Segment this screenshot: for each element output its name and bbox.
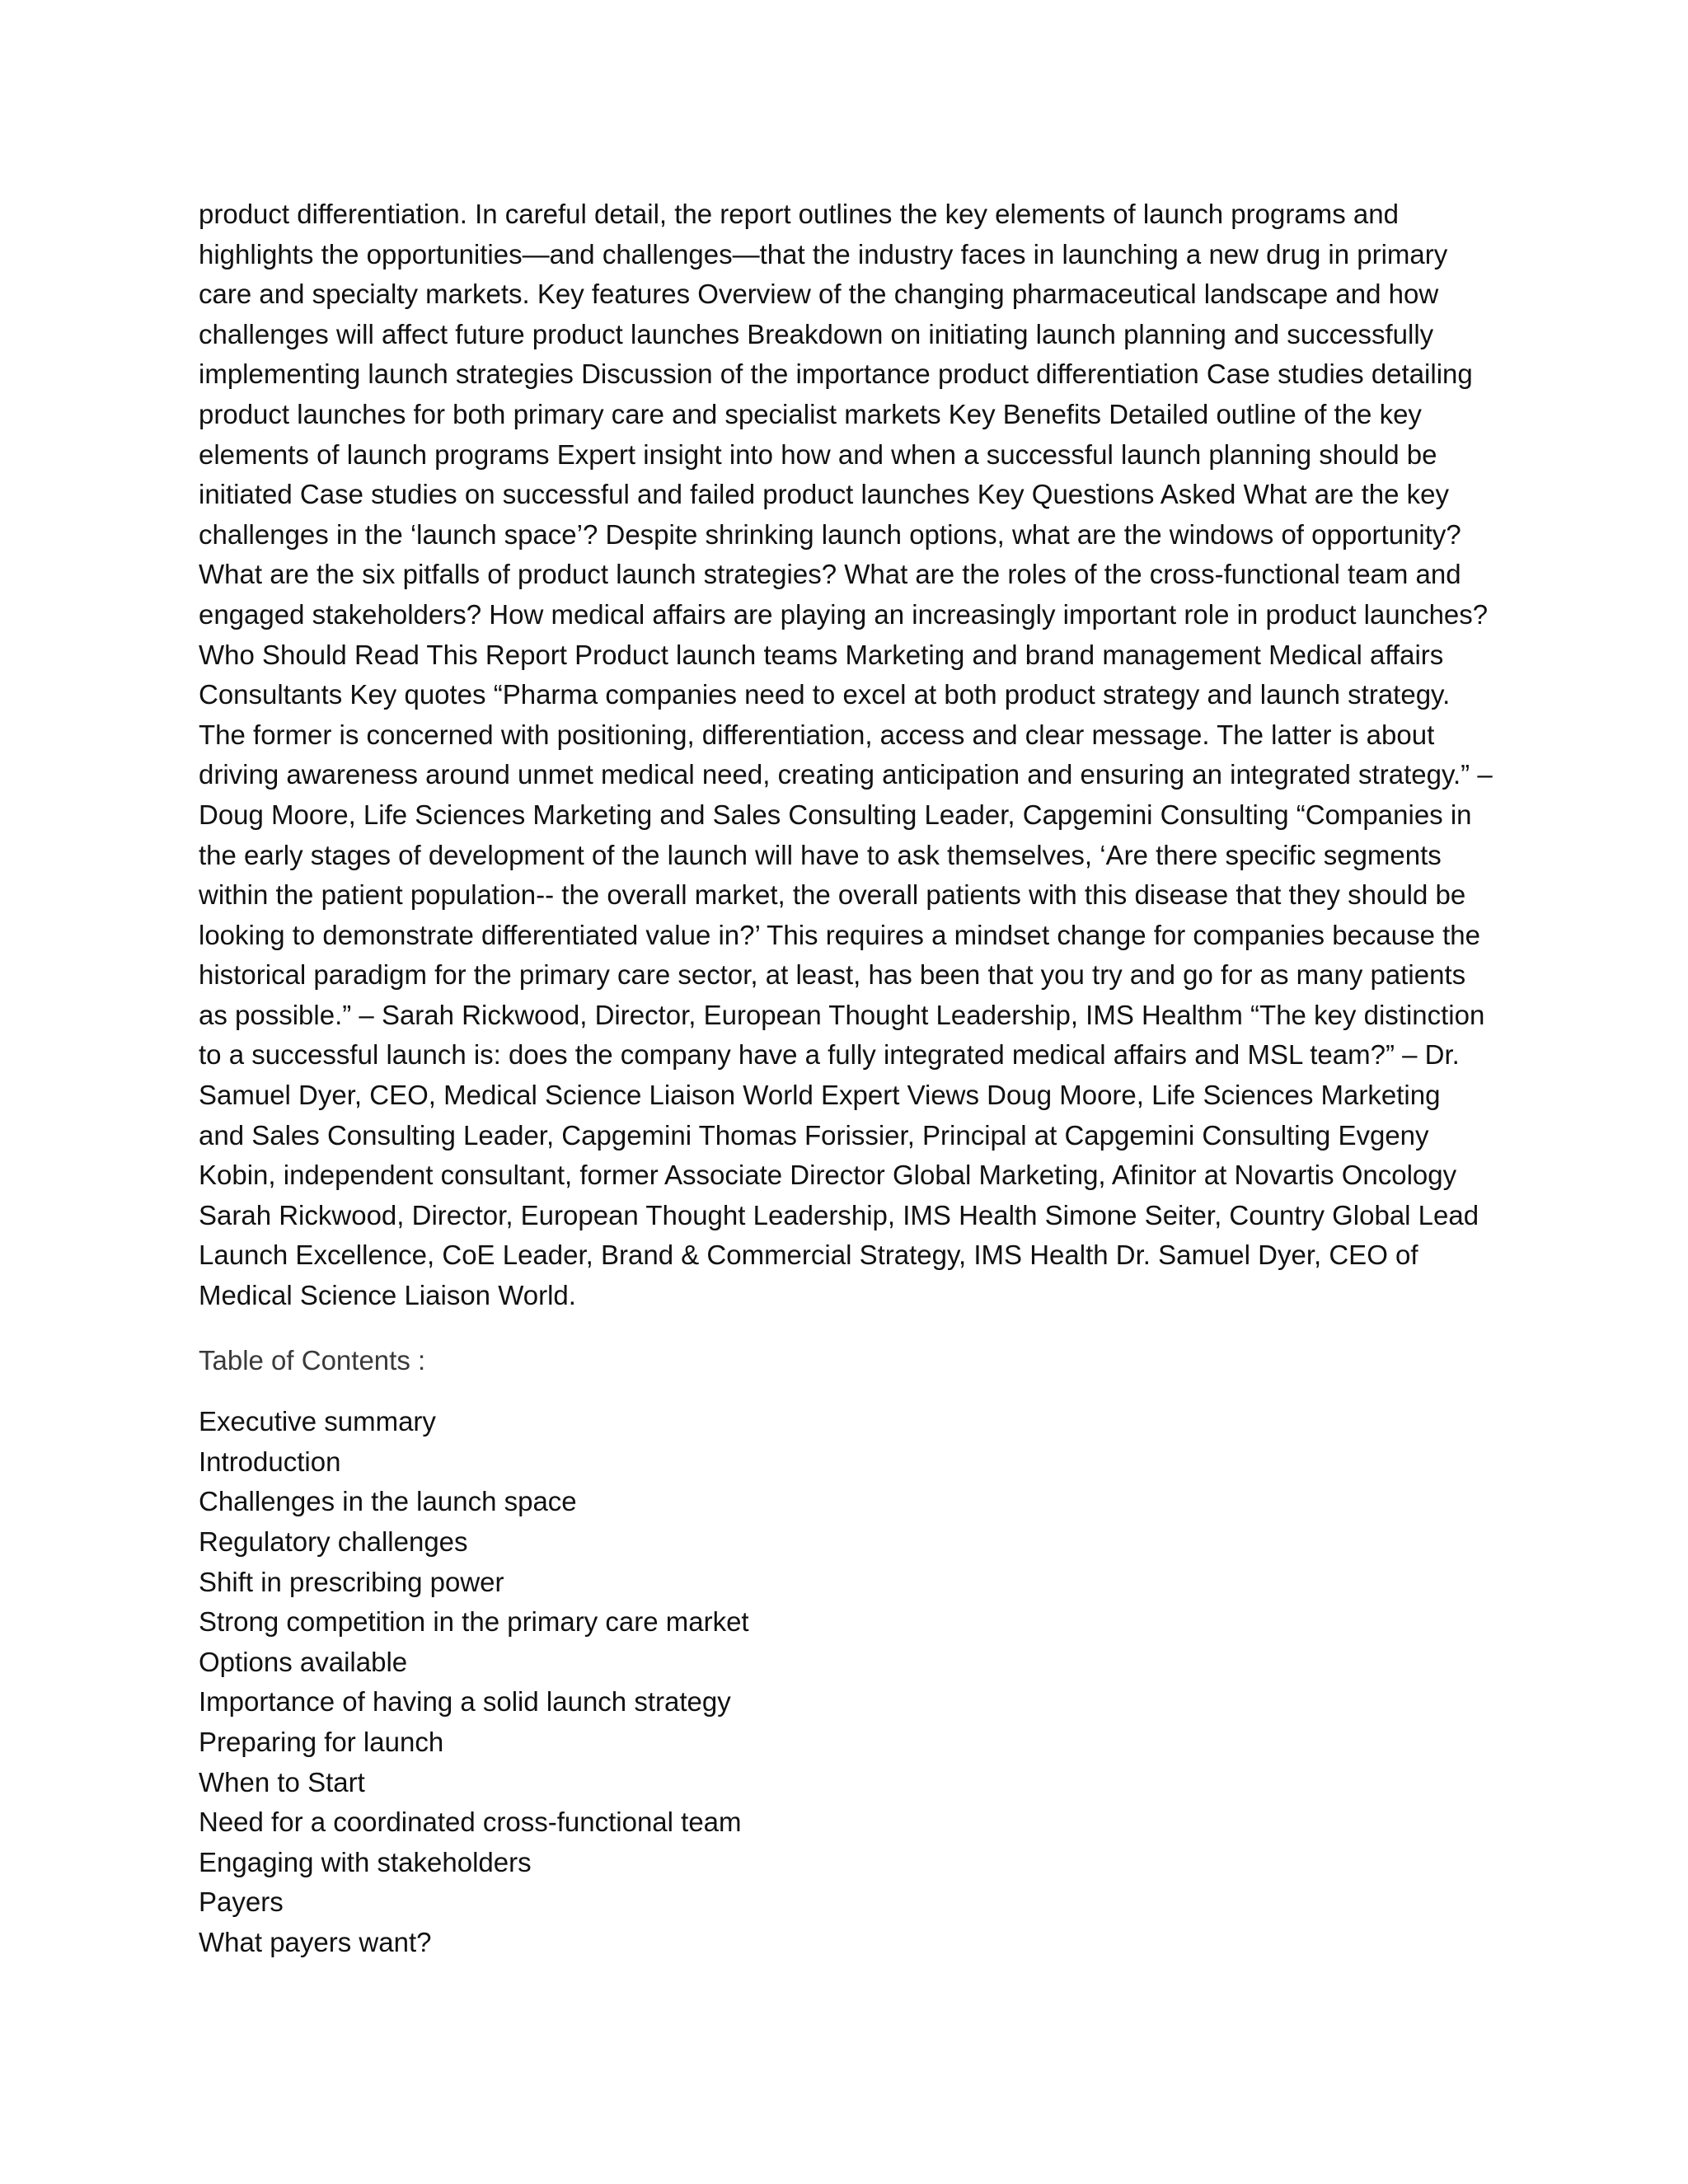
toc-item: Executive summary (199, 1406, 436, 1437)
toc-item: Introduction (199, 1446, 341, 1477)
toc-item: Challenges in the launch space (199, 1486, 577, 1517)
toc-item: Shift in prescribing power (199, 1566, 504, 1597)
table-of-contents-heading: Table of Contents : (199, 1344, 426, 1376)
toc-item: What payers want? (199, 1926, 432, 1957)
toc-item: Payers (199, 1886, 284, 1918)
toc-item: Regulatory challenges (199, 1526, 468, 1557)
toc-item: Engaging with stakeholders (199, 1846, 532, 1877)
report-description-paragraph: product differentiation. In careful detail, the report outlines the key elements of launch programs and highlights the opportunities—and challenges—that the industry faces in launching a new drug in primary care and specialty markets. Key features Overview of the changing pharmaceutical landscape and how challenges will affect future product launches Breakdown on initiating launch planning and successfully implementing launch strategies Discussion of the importance product differentiation Case studies detailing product launches for both primary care and specialist markets Key Benefits Detailed outline of the key elements of launch programs Expert insight into how and when a successful launch planning should be initiated Case studies on successful and failed product launches Key Questions Asked What are the key challenges in the ‘launch space’? Despite shrinking launch options, what are the windows of opportunity? What are the six pitfalls of product launch strategies? What are the roles of the cross-functional team and engaged stakeholders? How medical affairs are playing an increasingly important role in product launches? Who Should Read This Report Product launch teams Marketing and brand management Medical affairs Consultants Key quotes “Pharma companies need to excel at both product strategy and launch strategy. The former is concerned with positioning, differentiation, access and clear message. The latter is about driving awareness around unmet medical need, creating anticipation and ensuring an integrated strategy.” – Doug Moore, Life Sciences Marketing and Sales Consulting Leader, Capgemini Consulting “Companies in the early stages of development of the launch will have to ask themselves, ‘Are there specific segments within the patient population-- the overall market, the overall patients with this disease that they should be looking to demonstrate differentiated value in?’ This requires a mindset change for companies because the historical paradigm for the primary care sector, at least, has been that you try and go for as many patients as possible.” – Sarah Rickwood, Director, European Thought Leadership, IMS Healthm “The key distinction to a successful launch is: does the company have a fully integrated medical affairs and MSL team?” – Dr. Samuel Dyer, CEO, Medical Science Liaison World Expert Views Doug Moore, Life Sciences Marketing and Sales Consulting Leader, Capgemini Thomas Forissier, Principal at Capgemini Consulting Evgeny Kobin, independent consultant, former Associate Director Global Marketing, Afinitor at Novartis Oncology Sarah Rickwood, Director, European Thought Leadership, IMS Health Simone Seiter, Country Global Lead Launch Excellence, CoE Leader, Brand & Commercial Strategy, IMS Health Dr. Samuel Dyer, CEO of Medical Science Liaison World. (199, 199, 1493, 1311)
toc-item: Preparing for launch (199, 1726, 444, 1757)
toc-item: Strong competition in the primary care market (199, 1606, 749, 1638)
toc-item: Need for a coordinated cross-functional team (199, 1807, 742, 1838)
table-of-contents-list (199, 1402, 1493, 1962)
toc-item: When to Start (199, 1766, 365, 1797)
toc-item: Importance of having a solid launch strategy (199, 1686, 731, 1718)
toc-item: Options available (199, 1646, 408, 1677)
document-page (199, 194, 1493, 1963)
